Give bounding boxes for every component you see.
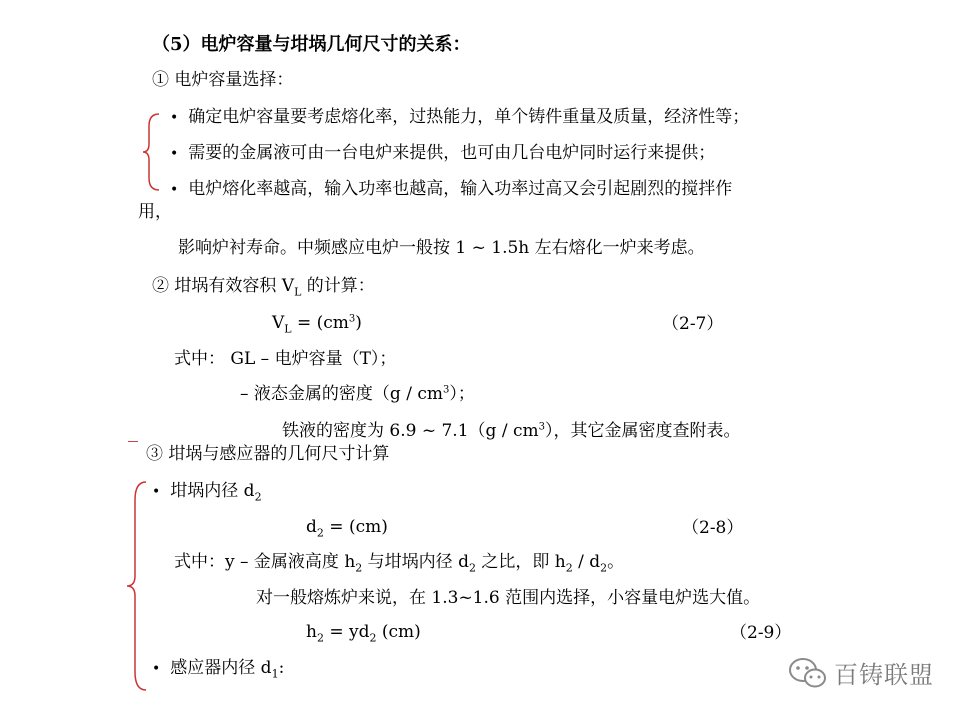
bullet-icon: • <box>152 484 161 500</box>
list-item: • 坩埚内径 $d_2$ <box>152 481 262 504</box>
density-note: 铁液的密度为 6.9 ~ $7.1(g / cm^3)$，其它金属密度查附表。 <box>282 421 741 441</box>
where-line: 式中：y – 金属液高度 $h_2$ 与坩埚内径 $d_2$ 之比，即 $h_2 / d_2$。 <box>174 552 625 575</box>
section-heading: （5）电炉容量与坩埚几何尺寸的关系： <box>152 34 471 55</box>
wrapped-text: 用， <box>138 202 172 222</box>
where-line: 式中： GL – 电炉容量（T）； <box>174 349 397 369</box>
capacity-title: ① 电炉容量选择： <box>152 70 294 90</box>
watermark-text: 百铸联盟 <box>834 661 934 689</box>
list-item <box>170 179 732 200</box>
item-text: 确定电炉容量要考虑熔化率，过热能力，单个铸件重量及质量，经济性等； <box>188 107 750 127</box>
formula-2-8: $d_2 = (cm)$ <box>306 517 388 540</box>
red-brace-1 <box>141 112 163 192</box>
bullet-icon: • <box>152 661 161 677</box>
equation-number: （2-9） <box>730 623 792 643</box>
volume-title: ② 坩埚有效容积 $V_L$ 的计算： <box>152 276 375 299</box>
red-brace-2 <box>124 480 150 692</box>
list-item <box>170 107 749 128</box>
red-mark <box>128 441 138 442</box>
item-text: 需要的金属液可由一台电炉来提供，也可由几台电炉同时运行来提供； <box>188 143 716 163</box>
bullet-icon: • <box>170 146 179 162</box>
range-note: 对一般熔炼炉来说，在 1.3~1.6 范围内选择，小容量电炉选大值。 <box>256 588 761 608</box>
formula-2-7: $V_L = (cm^3)$ <box>272 313 362 336</box>
item-text: 电炉熔化率越高，输入功率也越高，输入功率过高又会引起剧烈的搅拌作 <box>188 179 733 199</box>
continuation-text: 影响炉衬寿命。中频感应电炉一般按 1 ~ 1.5h 左右熔化一炉来考虑。 <box>178 238 705 258</box>
formula-2-9: $h_2 = yd_2$ (cm) <box>306 622 421 645</box>
list-item <box>170 143 715 164</box>
wechat-icon <box>788 656 828 690</box>
density-line: – 液态金属的密度$(g / cm^3)$； <box>240 384 475 404</box>
list-item: • 感应器内径 $d_1$: <box>152 658 285 681</box>
equation-number: （2-7） <box>662 314 724 334</box>
bullet-icon: • <box>170 110 179 126</box>
watermark <box>788 655 934 690</box>
equation-number: （2-8） <box>682 518 744 538</box>
bullet-icon: • <box>170 182 179 198</box>
geometry-title: ③ 坩埚与感应器的几何尺寸计算 <box>146 444 390 464</box>
